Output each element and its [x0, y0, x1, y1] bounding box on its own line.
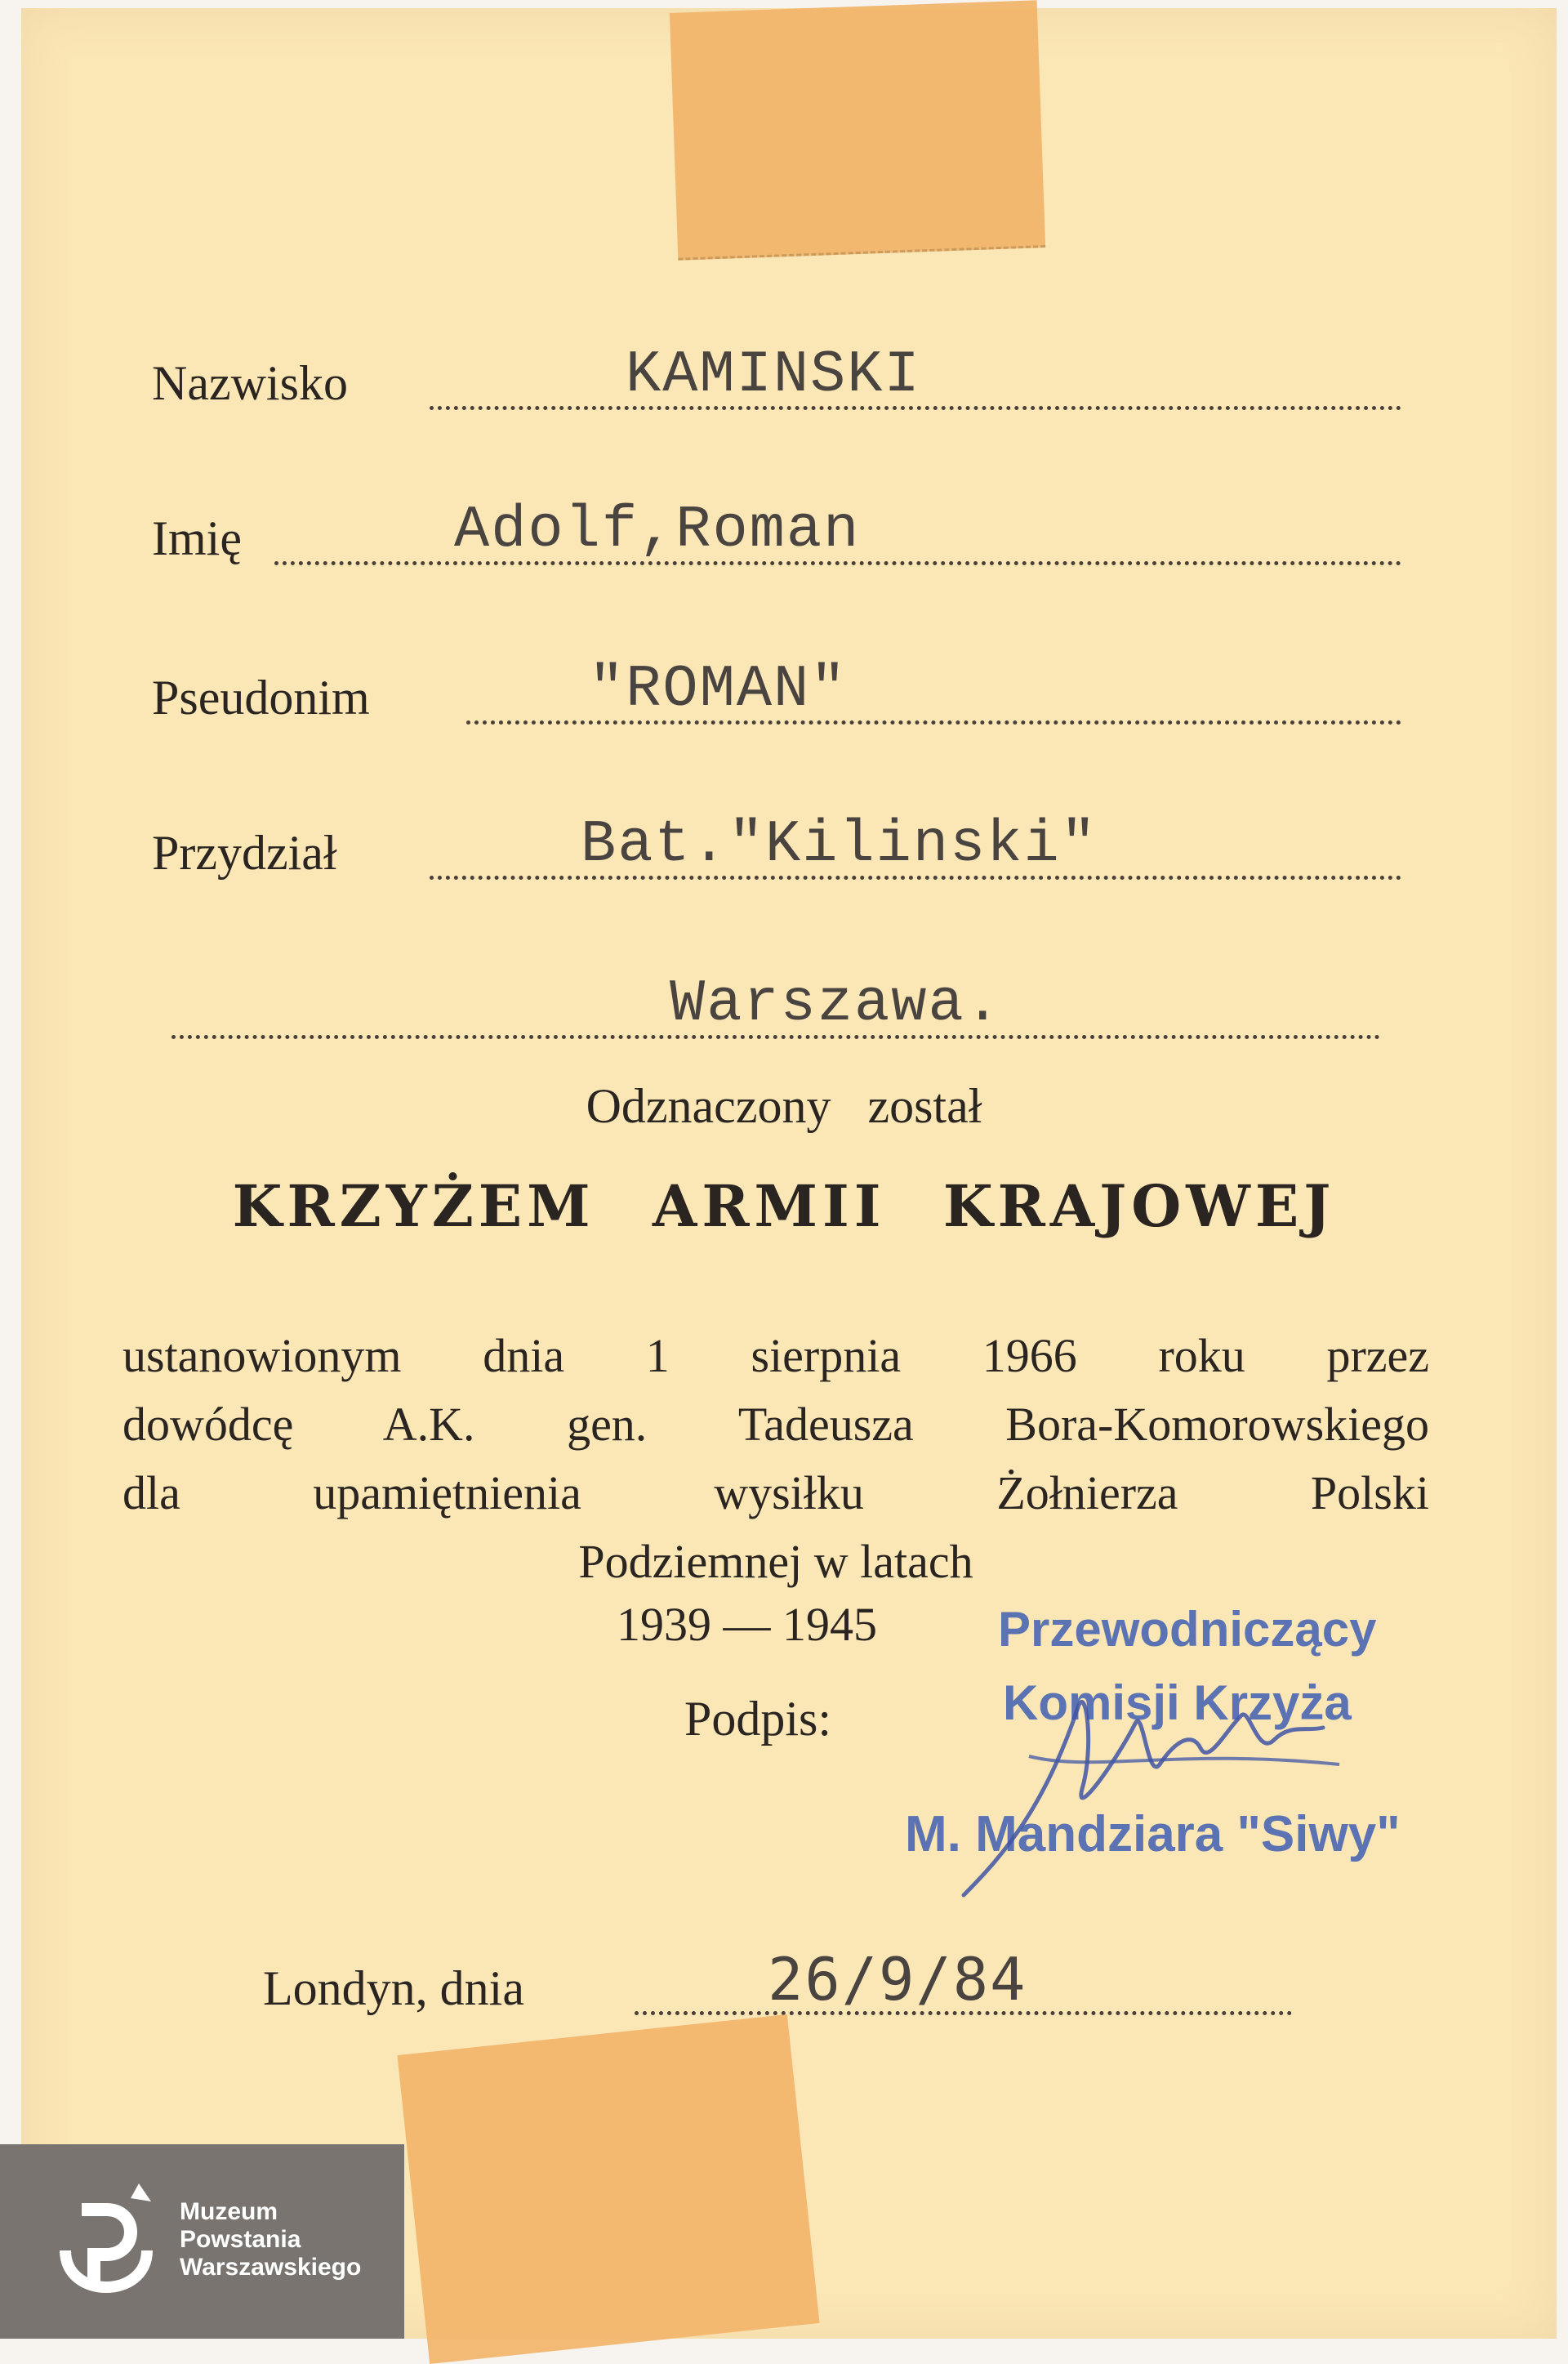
adhesive-tape-bottom — [397, 2014, 819, 2364]
award-years: 1939 — 1945 — [617, 1598, 877, 1651]
museum-logo-box — [0, 2144, 404, 2339]
museum-name-line-1: Muzeum — [180, 2198, 278, 2225]
museum-name-line-2: Powstania — [180, 2226, 301, 2253]
award-description-line-4: Podziemnej w latach — [578, 1535, 973, 1588]
place-date-label: Londyn, dnia — [263, 1961, 524, 2015]
field-value: "ROMAN" — [589, 656, 848, 723]
field-value: Adolf,Roman — [454, 497, 861, 564]
museum-name-line-3: Warszawskiego — [180, 2254, 362, 2281]
field-place-date — [263, 1945, 1292, 2022]
field-label: Imię — [152, 511, 242, 565]
award-intro: Odznaczony został — [586, 1079, 982, 1133]
museum-name — [180, 2198, 361, 2281]
stamp-line-2: Komisji Krzyża — [1003, 1675, 1352, 1730]
award-title: KRZYŻEM ARMII KRAJOWEJ — [232, 1172, 1336, 1240]
stamp-line-3: M. Mandziara "Siwy" — [905, 1806, 1401, 1862]
field-first-name — [152, 497, 1401, 572]
field-label: Przydział — [152, 826, 337, 880]
field-assignment-city — [172, 970, 1380, 1046]
field-assignment — [152, 811, 1401, 886]
adhesive-tape-top — [670, 0, 1045, 261]
signature-label: Podpis: — [684, 1692, 832, 1746]
field-value: KAMINSKI — [626, 341, 921, 408]
handwritten-signature — [931, 1658, 1356, 1903]
field-value: Warszawa. — [670, 970, 1002, 1037]
stamp-line-1: Przewodniczący — [998, 1602, 1377, 1657]
museum-anchor-logo-icon — [49, 2177, 163, 2299]
place-date-value: 26/9/84 — [768, 1945, 1027, 2014]
award-description-line-3: dla upamiętnienia wysiłku Żołnierza Polski — [122, 1466, 1429, 1519]
field-value: Bat."Kilinski" — [581, 811, 1098, 878]
award-description-line-2: dowódcę A.K. gen. Tadeusza Bora-Komorowskiego — [122, 1398, 1429, 1451]
field-pseudonym — [152, 656, 1401, 731]
award-description-line-1: ustanowionym dnia 1 sierpnia 1966 roku przez — [122, 1329, 1429, 1382]
field-surname — [152, 341, 1401, 417]
field-label: Pseudonim — [152, 671, 370, 725]
field-label: Nazwisko — [152, 356, 348, 410]
